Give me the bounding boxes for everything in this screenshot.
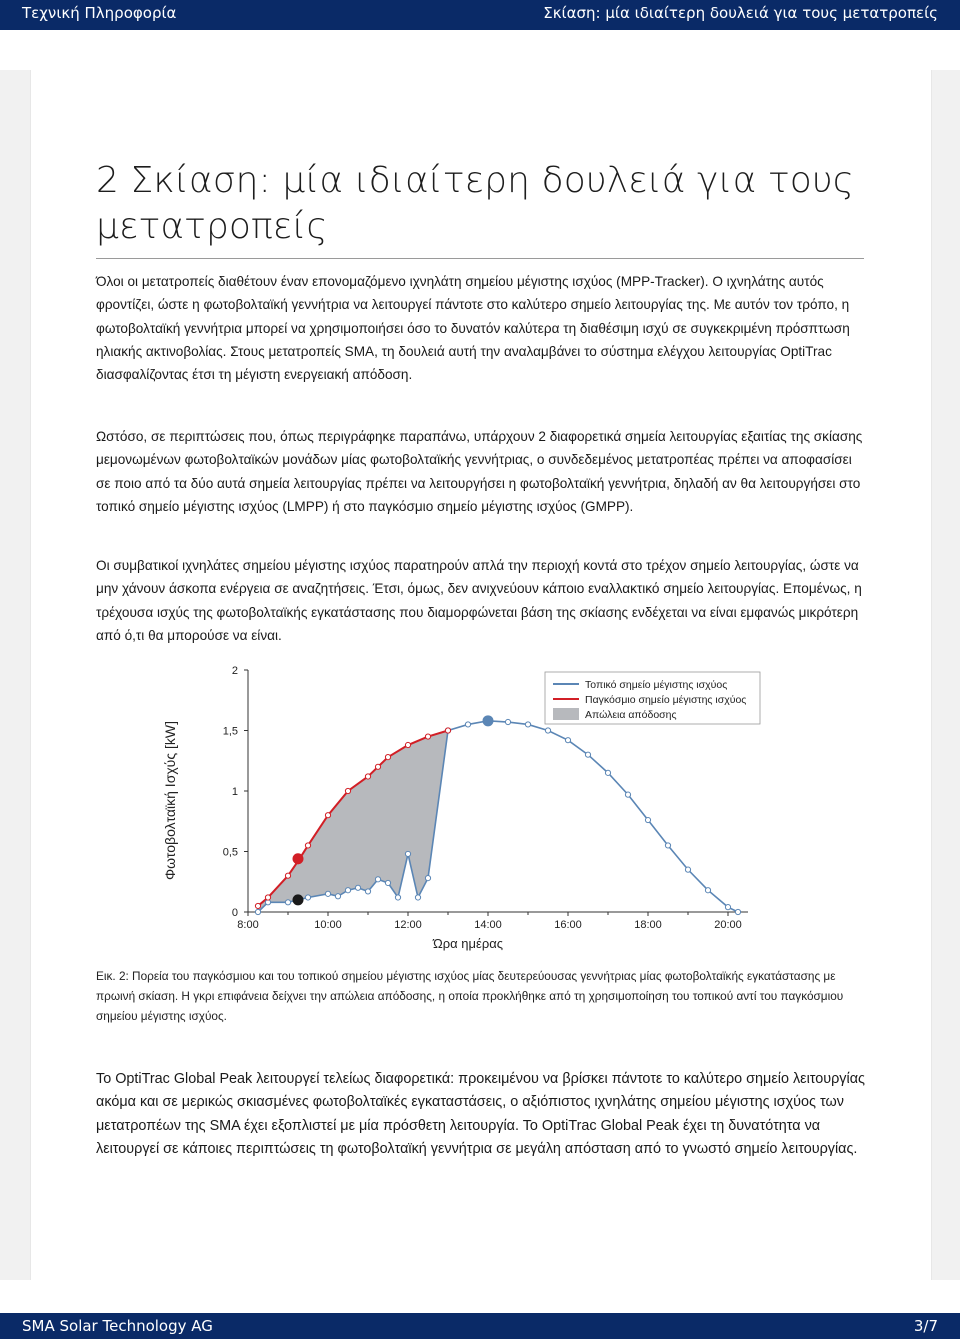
- right-margin-band: [930, 70, 960, 1280]
- global-mpp-point: [405, 742, 410, 747]
- x-tick-label: 12:00: [394, 919, 422, 931]
- global-mpp-point: [305, 843, 310, 848]
- x-axis-label: Ώρα ημέρας: [433, 936, 503, 951]
- paragraph-3: Οι συμβατικοί ιχνηλάτες σημείου μέγιστης ισχύος παρατηρούν απλά την περιοχή κοντά στο τρέχον σημείο λειτουργίας, ώστε να μην χάνουν άσκοπα ενέργεια σε αναζητήσεις. Έτσι, όμως, δεν ανιχνεύουν κάποιο εναλλακτικό σημείο λειτουργίας. Επομένως, η τρέχουσα ισχύς της φωτοβολταϊκής εγκατάστασης που διαμορφώνεται βάση της σκίασης ενδέχεται να είναι εμφανώς μικρότερη από ό,τι θα μπορούσε να είναι.: [96, 558, 862, 643]
- left-margin-band: [0, 70, 30, 1280]
- loss-area: [258, 731, 448, 913]
- local-mpp-point: [545, 728, 550, 733]
- local-mpp-point: [325, 891, 330, 896]
- local-mpp-point: [395, 895, 400, 900]
- x-tick-label: 18:00: [634, 919, 662, 931]
- title-divider: [96, 258, 864, 259]
- x-tick-label: 16:00: [554, 919, 582, 931]
- global-mpp-point: [365, 774, 370, 779]
- local-mpp-point: [605, 770, 610, 775]
- local-mpp-point: [355, 885, 360, 890]
- page-number: 3/7: [913, 1317, 938, 1335]
- local-mpp-point: [525, 722, 530, 727]
- legend-label: Απώλεια απόδοσης: [585, 709, 677, 721]
- global-mpp-point: [255, 903, 260, 908]
- x-tick-label: 8:00: [237, 919, 259, 931]
- header-bar: [0, 0, 960, 30]
- global-mpp-point: [325, 813, 330, 818]
- global-mpp-point: [425, 734, 430, 739]
- chart-legend: [545, 672, 760, 724]
- paragraph-2: Ωστόσο, σε περιπτώσεις που, όπως περιγράφηκε παραπάνω, υπάρχουν 2 διαφορετικά σημεία λειτουργίας εξαιτίας της σκίασης μεμονωμένων φωτοβολταϊκών μονάδων μίας φωτοβολταϊκής γεννήτριας, ο συνδεδεμένος μετατροπέας πρέπει να αποφασίσει σε ποιο από τα δύο αυτά σημεία λειτουργίας πρέπει να λειτουργήσει η φωτοβολταϊκή γεννήτρια, δηλαδή αν θα λειτουργήσει στο τοπικό σημείο μέγιστης ισχύος (LMPP) ή στο παγκόσμιο σημείο μέγιστης ισχύος (GMPP).: [96, 429, 863, 514]
- local-mpp-point: [665, 843, 670, 848]
- local-mpp-point: [705, 888, 710, 893]
- legend-swatch-area: [553, 708, 579, 720]
- legend-label: Παγκόσμιο σημείο μέγιστης ισχύος: [585, 694, 747, 706]
- power-chart: [200, 656, 820, 956]
- y-tick-label: 1: [231, 786, 238, 798]
- local-mpp-point: [585, 752, 590, 757]
- footer-company: SMA Solar Technology AG: [22, 1317, 213, 1335]
- header-category: Τεχνική Πληροφορία: [22, 4, 177, 22]
- global-mpp-point: [345, 788, 350, 793]
- y-tick-label: 2: [231, 665, 238, 677]
- local-mpp-point: [285, 900, 290, 905]
- local-mpp-point: [335, 894, 340, 899]
- local-mpp-point: [735, 909, 740, 914]
- section-title: 2 Σκίαση: μία ιδιαίτερη δουλειά για τους μετατροπείς: [96, 160, 855, 247]
- local-mpp-point: [625, 792, 630, 797]
- global-mpp-point: [445, 728, 450, 733]
- figure-caption: Εικ. 2: Πορεία του παγκόσμιου και του τοπικού σημείου μέγιστης ισχύος μίας δευτερεύουσας γεννήτριας μίας φωτοβολταϊκής εγκατάστασης με πρωινή σκίαση. Η γκρι επιφάνεια δείχνει την απώλεια απόδοσης, η οποία προκλήθηκε από τη χρησιμοποίηση του τοπικού αντί του παγκόσμιου σημείου μέγιστης ισχύος.: [96, 969, 844, 1023]
- x-tick-label: 10:00: [314, 919, 342, 931]
- legend-label: Τοπικό σημείο μέγιστης ισχύος: [585, 679, 728, 691]
- loss-area-fill: [258, 731, 448, 913]
- local-mpp-point: [645, 817, 650, 822]
- global-mpp-point: [265, 895, 270, 900]
- local-mpp-point: [725, 905, 730, 910]
- local-mpp-point: [405, 851, 410, 856]
- local-mpp-point: [685, 867, 690, 872]
- x-tick-label: 20:00: [714, 919, 742, 931]
- local-mpp-point: [345, 888, 350, 893]
- local-mpp-point: [365, 889, 370, 894]
- local-mpp-point: [305, 895, 310, 900]
- highlight-marker: [483, 716, 493, 726]
- local-mpp-point: [465, 722, 470, 727]
- local-mpp-point: [385, 880, 390, 885]
- local-mpp-point: [425, 876, 430, 881]
- paragraph-1: Όλοι οι μετατροπείς διαθέτουν έναν επονομαζόμενο ιχνηλάτη σημείου μέγιστης ισχύος (MPP-Tracker). Ο ιχνηλάτης αυτός φροντίζει, ώστε η φωτοβολταϊκή γεννήτρια να λειτουργεί πάντοτε στο καλύτερο σημείο λειτουργίας της. Με αυτόν τον τρόπο, η φωτοβολταϊκή γεννήτρια μπορεί να χρησιμοποιήσει όσο το δυνατόν καλύτερα τη διαθέσιμη ισχύ σε συγκεκριμένη πρόσπτωση ηλιακής ακτινοβολίας. Στους μετατροπείς SMA, τη δουλειά αυτή την αναλαμβάνει το σύστημα ελέγχου λειτουργίας OptiTrac διασφαλίζοντας έτσι τη μέγιστη ενεργειακή απόδοση.: [96, 274, 850, 383]
- highlight-marker: [293, 895, 303, 905]
- local-mpp-point: [415, 895, 420, 900]
- y-tick-label: 0,5: [222, 846, 238, 859]
- local-mpp-point: [505, 719, 510, 724]
- local-mpp-point: [255, 909, 260, 914]
- global-mpp-point: [385, 755, 390, 760]
- local-mpp-point: [375, 877, 380, 882]
- x-tick-label: 14:00: [474, 919, 502, 931]
- y-tick-label: 0: [231, 907, 238, 919]
- chart-y-axis-label: Φωτοβολταϊκή Ισχύς [kW]: [162, 721, 178, 880]
- highlight-marker: [293, 854, 303, 864]
- header-doc-title: Σκίαση: μία ιδιαίτερη δουλειά για τους μετατροπείς: [543, 4, 938, 22]
- local-mpp-point: [565, 738, 570, 743]
- global-mpp-point: [285, 873, 290, 878]
- global-mpp-point: [375, 764, 380, 769]
- footer-bar: [0, 1313, 960, 1339]
- y-tick-label: 1,5: [222, 725, 238, 738]
- paragraph-4: Το OptiTrac Global Peak λειτουργεί τελείως διαφορετικά: προκειμένου να βρίσκει πάντοτε το καλύτερο σημείο λειτουργίας ακόμα και σε μερικώς σκιασμένες φωτοβολταϊκές εγκαταστάσεις, ο αξιόπιστος ιχνηλάτης σημείου μέγιστης ισχύος των μετατροπέων της SMA έχει εξοπλιστεί με μία πρόσθετη λειτουργία. Το OptiTrac Global Peak έχει τη δυνατότητα να λειτουργεί σε κάποιες περιπτώσεις τη φωτοβολταϊκή γεννήτρια σε μεγάλη απόσταση από το γνωστό σημείο λειτουργίας.: [96, 1071, 865, 1157]
